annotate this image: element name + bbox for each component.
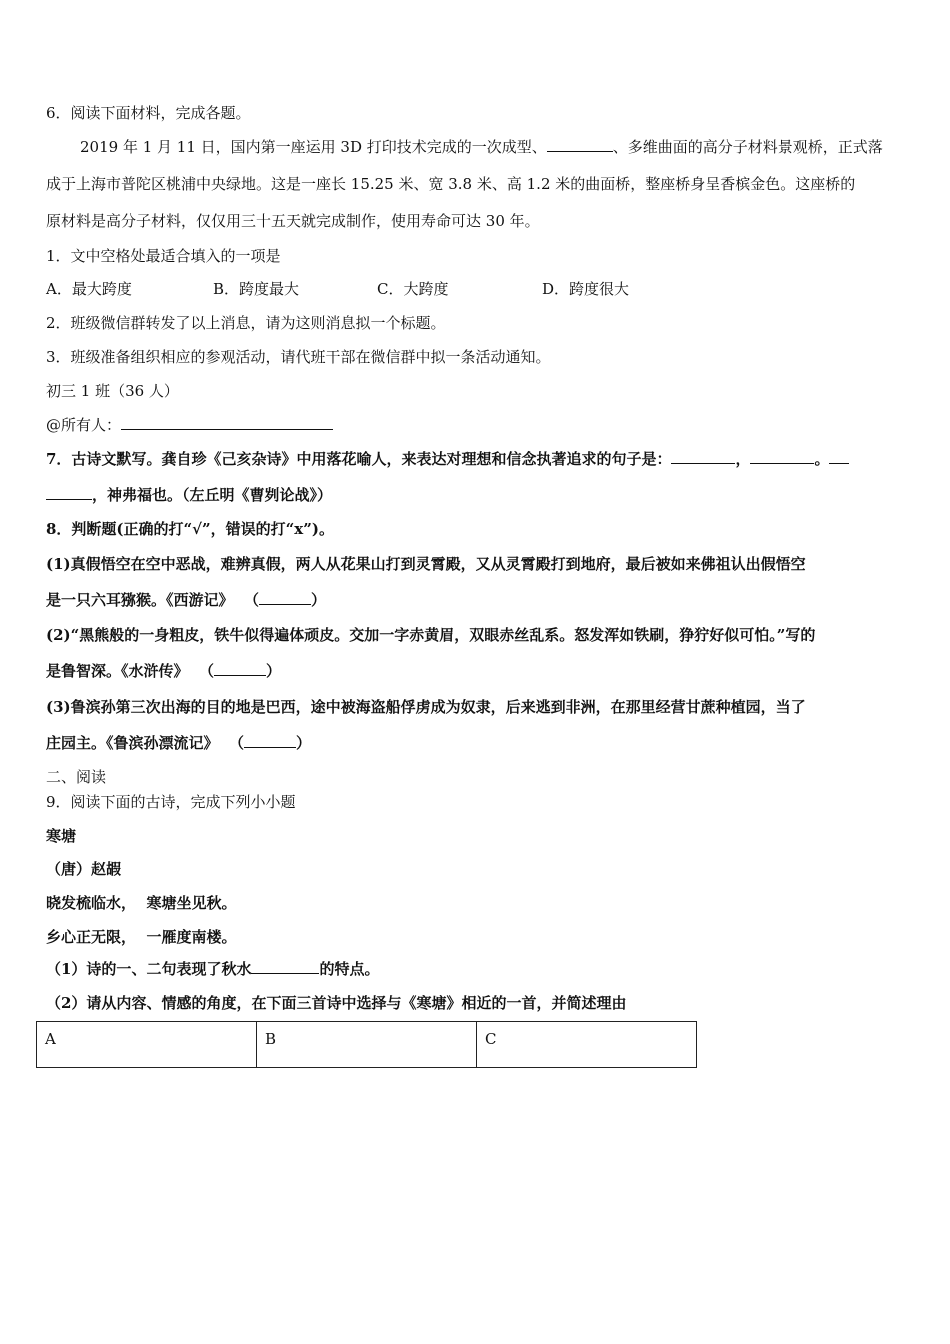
q9-poem-line2: 乡心正无限， 一雁度南楼。 <box>46 928 237 946</box>
q8-item1-line2 <box>46 590 326 610</box>
q8-item2-line2 <box>46 661 281 681</box>
q8-item2-paren-open: （ <box>198 662 214 680</box>
q7-comma: ， <box>735 450 751 468</box>
q7-blank-2[interactable] <box>750 449 814 464</box>
q9-choice-c[interactable]: C <box>477 1022 697 1068</box>
q6-notice-blank[interactable] <box>121 415 333 430</box>
q8-item3-paren-open: （ <box>228 734 244 752</box>
q9-choice-table <box>36 1021 697 1068</box>
q7-blank-3a[interactable] <box>829 449 849 464</box>
section-reading-heading: 二、阅读 <box>46 768 107 786</box>
q9-choice-b[interactable]: B <box>257 1022 477 1068</box>
q6-option-d[interactable]: D．跨度很大 <box>542 280 630 298</box>
q8-item3-text: 庄园主。《鲁滨孙漂流记》 <box>46 734 219 752</box>
q6-paragraph-line3: 原材料是高分子材料，仅仅用三十五天就完成制作，使用寿命可达 30 年。 <box>46 212 540 230</box>
q7-period: 。 <box>814 450 830 468</box>
q8-item1-answer[interactable] <box>259 590 311 605</box>
q9-poem-title: 寒塘 <box>46 827 77 845</box>
q6-mention-line <box>46 415 333 435</box>
q7-line2-text: ，神弗福也。（左丘明《曹刿论战》） <box>92 486 333 504</box>
q7-prompt: 7．古诗文默写。龚自珍《己亥杂诗》中用落花喻人，来表达对理想和信念执著追求的句子是： <box>46 450 672 468</box>
q6-intro: 6．阅读下面材料，完成各题。 <box>46 104 251 122</box>
q9-sub2: （2）请从内容、情感的角度，在下面三首诗中选择与《寒塘》相近的一首，并简述理由 <box>46 994 627 1012</box>
q7-line2 <box>46 485 332 505</box>
q6-mention: @所有人： <box>46 416 122 434</box>
q9-sub1-blank[interactable] <box>251 959 319 974</box>
q8-item3-answer[interactable] <box>244 733 296 748</box>
q8-item1-text: 是一只六耳猕猴。《西游记》 <box>46 591 234 609</box>
q9-choice-a[interactable]: A <box>37 1022 257 1068</box>
q9-poem-line1: 晓发梳临水， 寒塘坐见秋。 <box>46 894 237 912</box>
q6-blank[interactable] <box>547 137 613 152</box>
q9-poem-author: （唐）赵嘏 <box>46 860 122 878</box>
q7-blank-1[interactable] <box>671 449 735 464</box>
q8-item2-line1: (2)“黑熊般的一身粗皮，铁牛似得遍体顽皮。交加一字赤黄眉，双眼赤丝乱系。怒发浑如铁刷，狰狞好似可怕。”写的 <box>46 626 816 644</box>
q6-para1-pre: 2019 年 1 月 11 日，国内第一座运用 3D 打印技术完成的一次成型、 <box>80 138 547 156</box>
q9-sub1-post: 的特点。 <box>319 960 380 978</box>
q8-item1-line1: (1)真假悟空在空中恶战，难辨真假，两人从花果山打到灵霄殿，又从灵霄殿打到地府，最后被如来佛祖认出假悟空 <box>46 555 806 573</box>
q8-item1-paren-open: （ <box>243 591 259 609</box>
q8-item2-text: 是鲁智深。《水浒传》 <box>46 662 189 680</box>
q6-sub2: 2．班级微信群转发了以上消息，请为这则消息拟一个标题。 <box>46 314 446 332</box>
q9-sub1 <box>46 959 379 979</box>
q9-sub1-pre: （1）诗的一、二句表现了秋水 <box>46 960 252 978</box>
q7-blank-3b[interactable] <box>46 485 92 500</box>
q6-group-name: 初三 1 班（36 人） <box>46 382 179 400</box>
q8-item2-answer[interactable] <box>214 661 266 676</box>
q8-title: 8．判断题(正确的打“√”，错误的打“x”)。 <box>46 520 334 538</box>
q9-intro: 9．阅读下面的古诗，完成下列小小题 <box>46 793 296 811</box>
q6-option-b[interactable]: B．跨度最大 <box>213 280 300 298</box>
q6-option-a[interactable]: A．最大跨度 <box>46 280 132 298</box>
q8-item3-line1: (3)鲁滨孙第三次出海的目的地是巴西，途中被海盗船俘虏成为奴隶，后来逃到非洲，在那里经营甘蔗种植园，当了 <box>46 698 806 716</box>
q6-paragraph-line2: 成于上海市普陀区桃浦中央绿地。这是一座长 15.25 米、宽 3.8 米、高 1.2 米的曲面桥，整座桥身呈香槟金色。这座桥的 <box>46 175 856 193</box>
q8-item2-paren-close: ） <box>265 662 281 680</box>
q8-item3-paren-close: ） <box>295 734 311 752</box>
q6-sub1: 1．文中空格处最适合填入的一项是 <box>46 247 281 265</box>
q6-option-c[interactable]: C．大跨度 <box>377 280 449 298</box>
q6-para1-post: 、多维曲面的高分子材料景观桥，正式落 <box>612 138 883 156</box>
q6-sub3: 3．班级准备组织相应的参观活动，请代班干部在微信群中拟一条活动通知。 <box>46 348 551 366</box>
q8-item3-line2 <box>46 733 311 753</box>
q7-line1 <box>46 449 849 469</box>
q6-paragraph-line1 <box>80 137 883 157</box>
q8-item1-paren-close: ） <box>310 591 326 609</box>
